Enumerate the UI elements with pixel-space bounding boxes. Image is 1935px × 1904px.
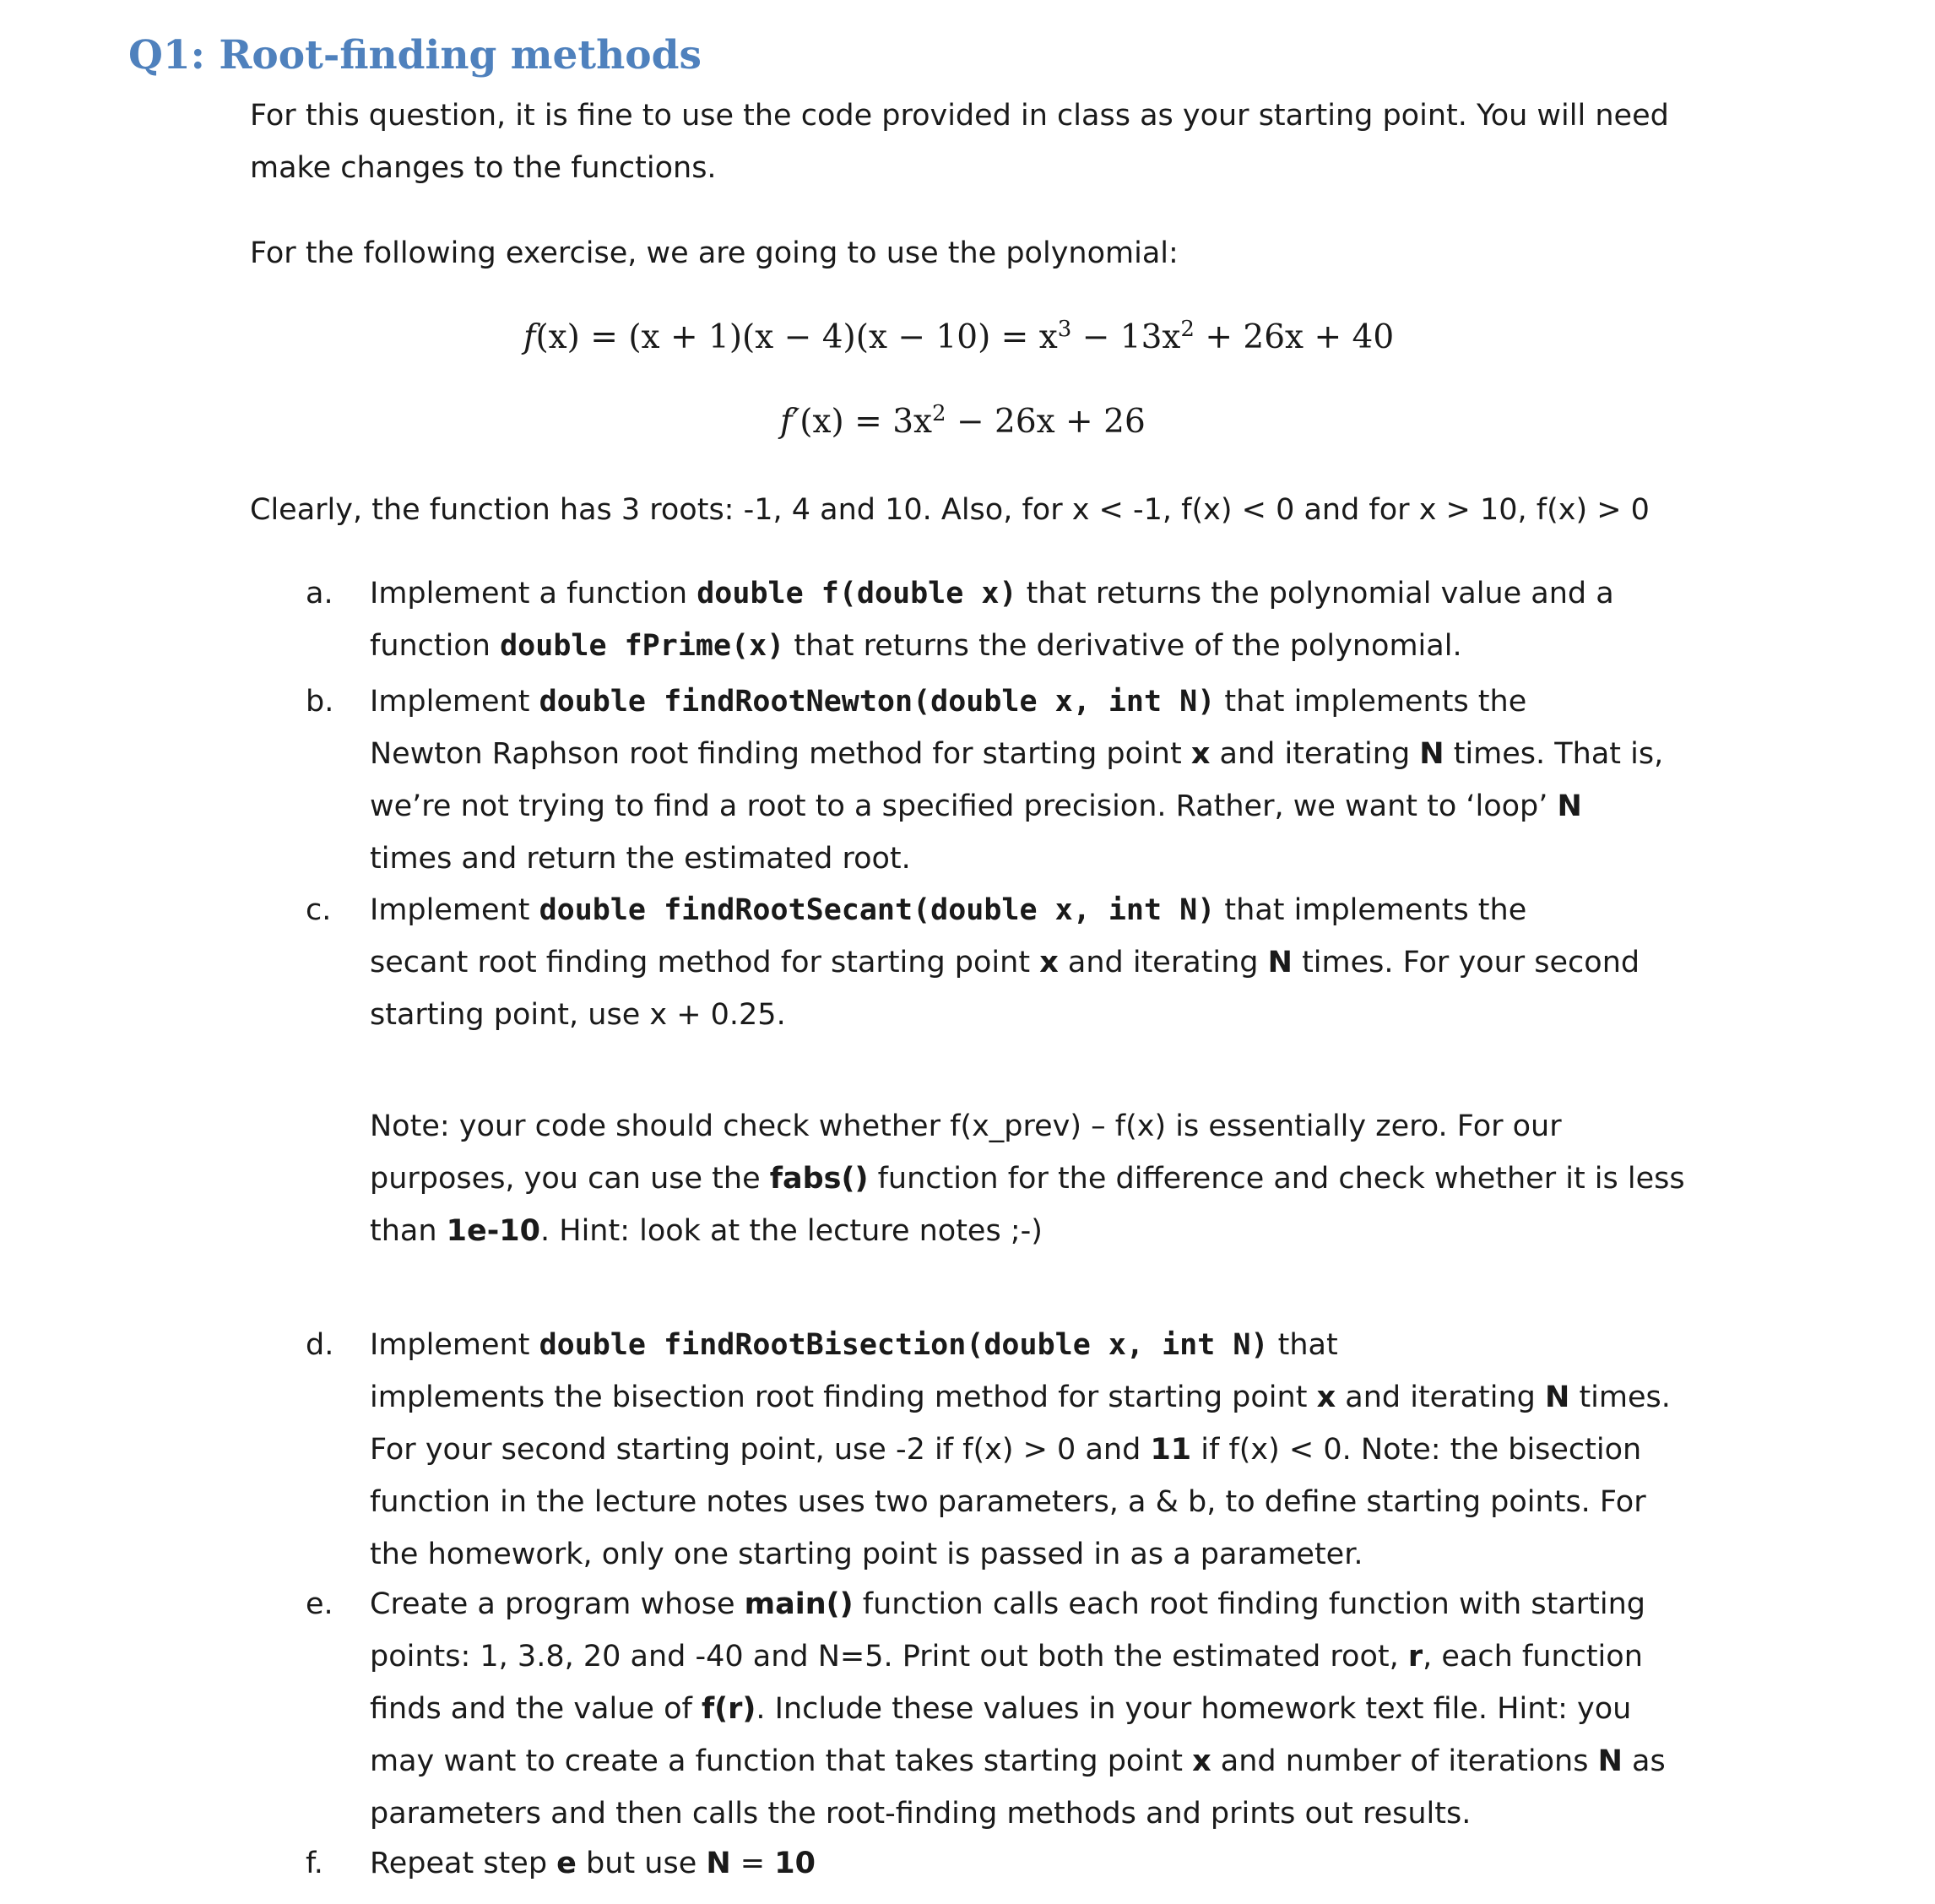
bold-run: 1e-10 — [446, 1214, 540, 1248]
list-body-a — [370, 567, 1687, 672]
text-run: function — [370, 629, 501, 663]
eq-f-rest1: − 13x — [1071, 318, 1181, 356]
eq-fp-lhs: f′ — [780, 403, 800, 441]
intro-paragraph — [250, 90, 1669, 194]
text-run: that implements the — [1215, 685, 1527, 719]
intro-line-2: make changes to the functions. — [250, 151, 717, 185]
text-run: = — [730, 1847, 775, 1880]
text-run: that — [1268, 1328, 1338, 1362]
text-run: if f(x) < 0. Note: the bisection — [1191, 1433, 1642, 1467]
bold-run: x — [1316, 1381, 1336, 1414]
text-run: we’re not trying to find a root to a specified precision. Rather, we want to ‘loop’ — [370, 789, 1558, 823]
list-body-d — [370, 1319, 1687, 1581]
note-body — [370, 1100, 1687, 1257]
bold-run: N — [706, 1847, 731, 1880]
code-run: double findRootSecant(double x, int N) — [539, 893, 1216, 927]
bold-run: e — [556, 1847, 577, 1880]
text-run: Implement — [370, 1328, 539, 1362]
list-marker-d: d. — [306, 1328, 334, 1362]
bold-run: N — [1597, 1744, 1623, 1778]
eq-fp-rest: − 26x + 26 — [946, 403, 1146, 441]
equation-f — [523, 312, 1394, 364]
eq-f-rest2: + 26x + 40 — [1194, 318, 1395, 356]
text-run: that implements the — [1215, 893, 1527, 927]
polynomial-intro: For the following exercise, we are going to use the polynomial: — [250, 236, 1179, 270]
bold-run: N — [1267, 946, 1293, 979]
text-run: function calls each root finding function with starting — [853, 1587, 1646, 1621]
text-run: Repeat step — [370, 1847, 557, 1880]
list-marker-c: c. — [306, 893, 332, 927]
bold-run: N — [1419, 737, 1444, 771]
text-run: may want to create a function that takes starting point — [370, 1744, 1193, 1778]
text-run: parameters and then calls the root-finding methods and prints out results. — [370, 1797, 1472, 1831]
text-run: times and return the estimated root. — [370, 842, 911, 876]
text-run: Implement a function — [370, 577, 697, 610]
bold-run: 11 — [1150, 1433, 1192, 1467]
text-run: times. — [1569, 1381, 1671, 1414]
text-run: starting point, use x + 0.25. — [370, 998, 786, 1032]
list-marker-e: e. — [306, 1587, 333, 1621]
eq-f-lhs: f — [523, 318, 536, 356]
text-run: purposes, you can use the — [370, 1162, 770, 1196]
code-run: double fPrime(x) — [500, 629, 785, 663]
text-run: Create a program whose — [370, 1587, 745, 1621]
eq-f-arg: (x) — [535, 318, 580, 356]
text-run: the homework, only one starting point is passed in as a parameter. — [370, 1538, 1363, 1571]
text-run: that returns the derivative of the polynomial. — [784, 629, 1462, 663]
roots-paragraph: Clearly, the function has 3 roots: -1, 4 and 10. Also, for x < -1, f(x) < 0 and for x > 10, f(x) > 0 — [250, 493, 1650, 527]
text-run: function for the difference and check whether it is less — [868, 1162, 1685, 1196]
eq-f-exp1: 3 — [1057, 317, 1072, 342]
eq-f-exp2: 2 — [1180, 317, 1195, 342]
bold-run: fabs() — [769, 1162, 869, 1196]
page-title: Q1: Root-finding methods — [128, 32, 702, 79]
bold-run: x — [1192, 1744, 1211, 1778]
code-run: double findRootBisection(double x, int N) — [539, 1328, 1269, 1362]
list-marker-f: f. — [306, 1847, 323, 1880]
text-run: function in the lecture notes uses two parameters, a & b, to define starting points. For — [370, 1485, 1646, 1519]
text-run: times. For your second — [1292, 946, 1640, 979]
text-run: and iterating — [1210, 737, 1420, 771]
bold-run: 10 — [774, 1847, 816, 1880]
text-run: as — [1622, 1744, 1666, 1778]
text-run: Implement — [370, 685, 539, 719]
text-run: implements the bisection root finding method for starting point — [370, 1381, 1317, 1414]
eq-f-mid: = (x + 1)(x − 4)(x − 10) = x — [579, 318, 1058, 356]
text-run: finds and the value of — [370, 1692, 702, 1726]
bold-run: x — [1039, 946, 1059, 979]
intro-line-1: For this question, it is fine to use the code provided in class as your starting point. You will need — [250, 99, 1669, 133]
text-run: Implement — [370, 893, 539, 927]
equation-fprime — [780, 396, 1146, 448]
list-body-c — [370, 884, 1687, 1041]
text-run: that returns the polynomial value and a — [1016, 577, 1614, 610]
text-run: secant root finding method for starting point — [370, 946, 1040, 979]
code-run: double f(double x) — [696, 577, 1017, 610]
text-run: and iterating — [1058, 946, 1268, 979]
text-run: than — [370, 1214, 447, 1248]
list-marker-a: a. — [306, 577, 333, 610]
list-body-e — [370, 1578, 1687, 1840]
bold-run: main() — [744, 1587, 854, 1621]
list-body-f — [370, 1837, 1687, 1890]
code-run: double findRootNewton(double x, int N) — [539, 685, 1216, 719]
bold-run: f(r) — [701, 1692, 756, 1726]
list-body-b — [370, 675, 1687, 885]
bold-run: r — [1407, 1640, 1423, 1673]
eq-fp-mid: = 3x — [843, 403, 933, 441]
text-run: . Hint: look at the lecture notes ;-) — [540, 1214, 1043, 1248]
eq-fp-exp: 2 — [932, 401, 946, 426]
text-run: but use — [576, 1847, 707, 1880]
text-run: , each function — [1423, 1640, 1643, 1673]
text-run: and iterating — [1336, 1381, 1546, 1414]
eq-fp-arg: (x) — [799, 403, 844, 441]
text-run: and number of iterations — [1211, 1744, 1598, 1778]
text-run: points: 1, 3.8, 20 and -40 and N=5. Print out both the estimated root, — [370, 1640, 1408, 1673]
text-run: Note: your code should check whether f(x_prev) – f(x) is essentially zero. For our — [370, 1109, 1562, 1143]
text-run: times. That is, — [1444, 737, 1664, 771]
text-run: . Include these values in your homework text file. Hint: you — [756, 1692, 1632, 1726]
bold-run: x — [1190, 737, 1211, 771]
text-run: For your second starting point, use -2 if f(x) > 0 and — [370, 1433, 1151, 1467]
list-marker-b: b. — [306, 685, 334, 719]
bold-run: N — [1557, 789, 1582, 823]
bold-run: N — [1545, 1381, 1570, 1414]
text-run: Newton Raphson root finding method for starting point — [370, 737, 1191, 771]
